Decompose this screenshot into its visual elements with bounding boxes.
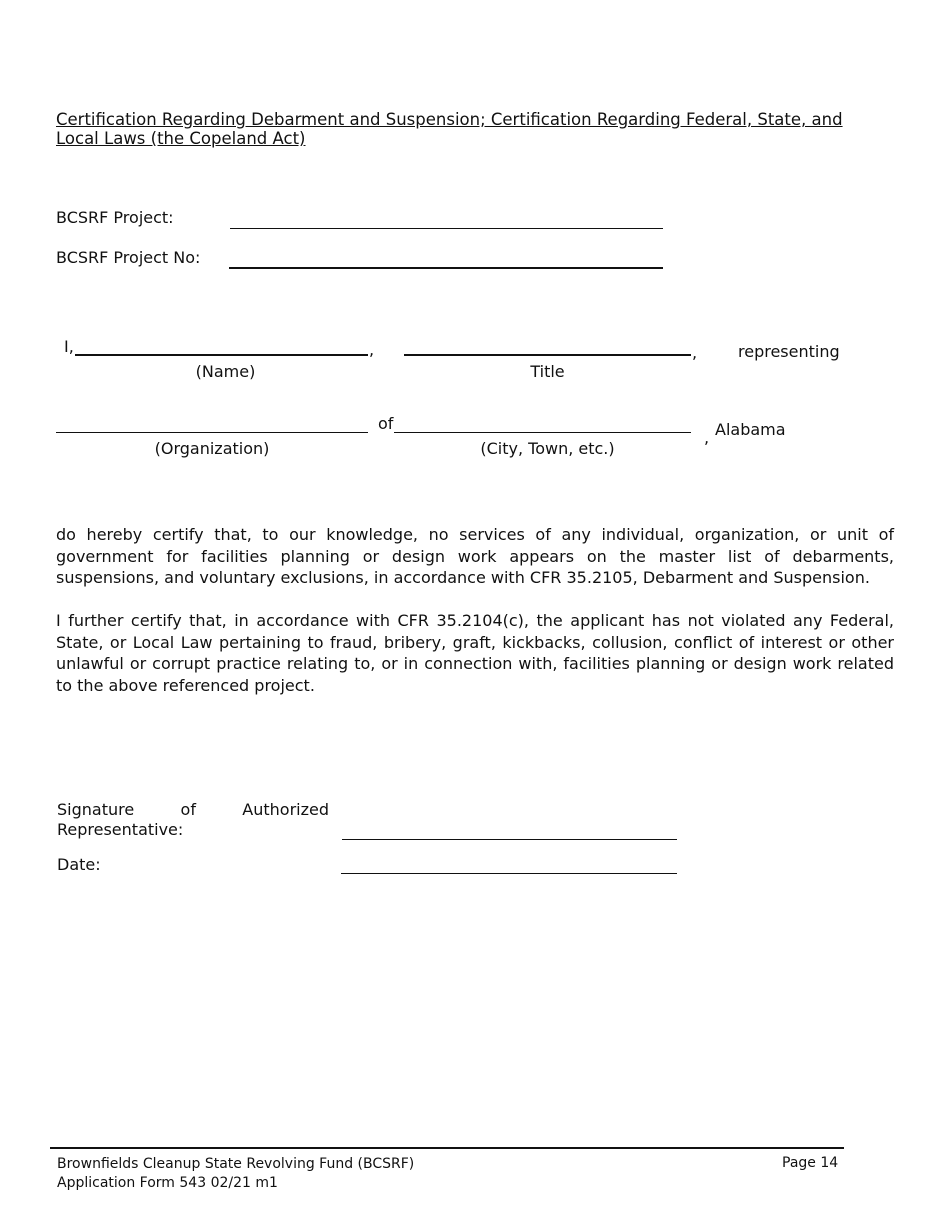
footer-rule (50, 1147, 844, 1149)
name-input-line[interactable] (75, 354, 368, 356)
date-label: Date: (57, 855, 101, 874)
signature-label-line1: Signature of Authorized (57, 800, 329, 819)
city-input-line[interactable] (394, 432, 691, 433)
of-text: of (378, 414, 394, 433)
project-no-input-line[interactable] (229, 267, 663, 269)
comma-3: , (704, 428, 710, 447)
footer-line-1: Brownfields Cleanup State Revolving Fund (BCSRF) (57, 1156, 415, 1172)
project-input-line[interactable] (230, 228, 663, 229)
comma-1: , (369, 340, 375, 359)
date-input-line[interactable] (341, 873, 677, 874)
page-number: Page 14 (782, 1155, 839, 1171)
state-text: Alabama (715, 420, 786, 439)
organization-caption: (Organization) (154, 439, 270, 458)
certification-paragraph-2: I further certify that, in accordance with CFR 35.2104(c), the applicant has not violated any Federal, State, or Local Law pertaining to fraud, bribery, graft, kickbacks, collusion, conflict of interest or other unlawful or corrupt practice relating to, or in connection with, facilities planning or design work related to the above referenced project. (56, 611, 894, 695)
signature-label-line2: Representative: (57, 820, 184, 839)
comma-2: , (692, 343, 698, 362)
organization-input-line[interactable] (56, 432, 368, 433)
title-caption: Title (530, 362, 565, 381)
signature-label (57, 800, 329, 840)
certification-paragraph-1: do hereby certify that, to our knowledge, no services of any individual, organization, or unit of government for facilities planning or design work appears on the master list of debarments, suspensions, and voluntary exclusions, in accordance with CFR 35.2105, Debarment and Suspension. (56, 525, 894, 587)
title-input-line[interactable] (404, 354, 691, 356)
project-no-label: BCSRF Project No: (56, 248, 201, 267)
signature-input-line[interactable] (342, 839, 677, 840)
i-prefix: I, (64, 337, 74, 356)
footer-line-2: Application Form 543 02/21 m1 (57, 1175, 278, 1191)
city-caption: (City, Town, etc.) (480, 439, 615, 458)
representing-text: representing (738, 342, 840, 361)
form-title: Certification Regarding Debarment and Suspension; Certification Regarding Federal, State, and Local Laws (the Copeland Act) (56, 110, 843, 148)
project-label: BCSRF Project: (56, 208, 174, 227)
name-caption: (Name) (195, 362, 256, 381)
